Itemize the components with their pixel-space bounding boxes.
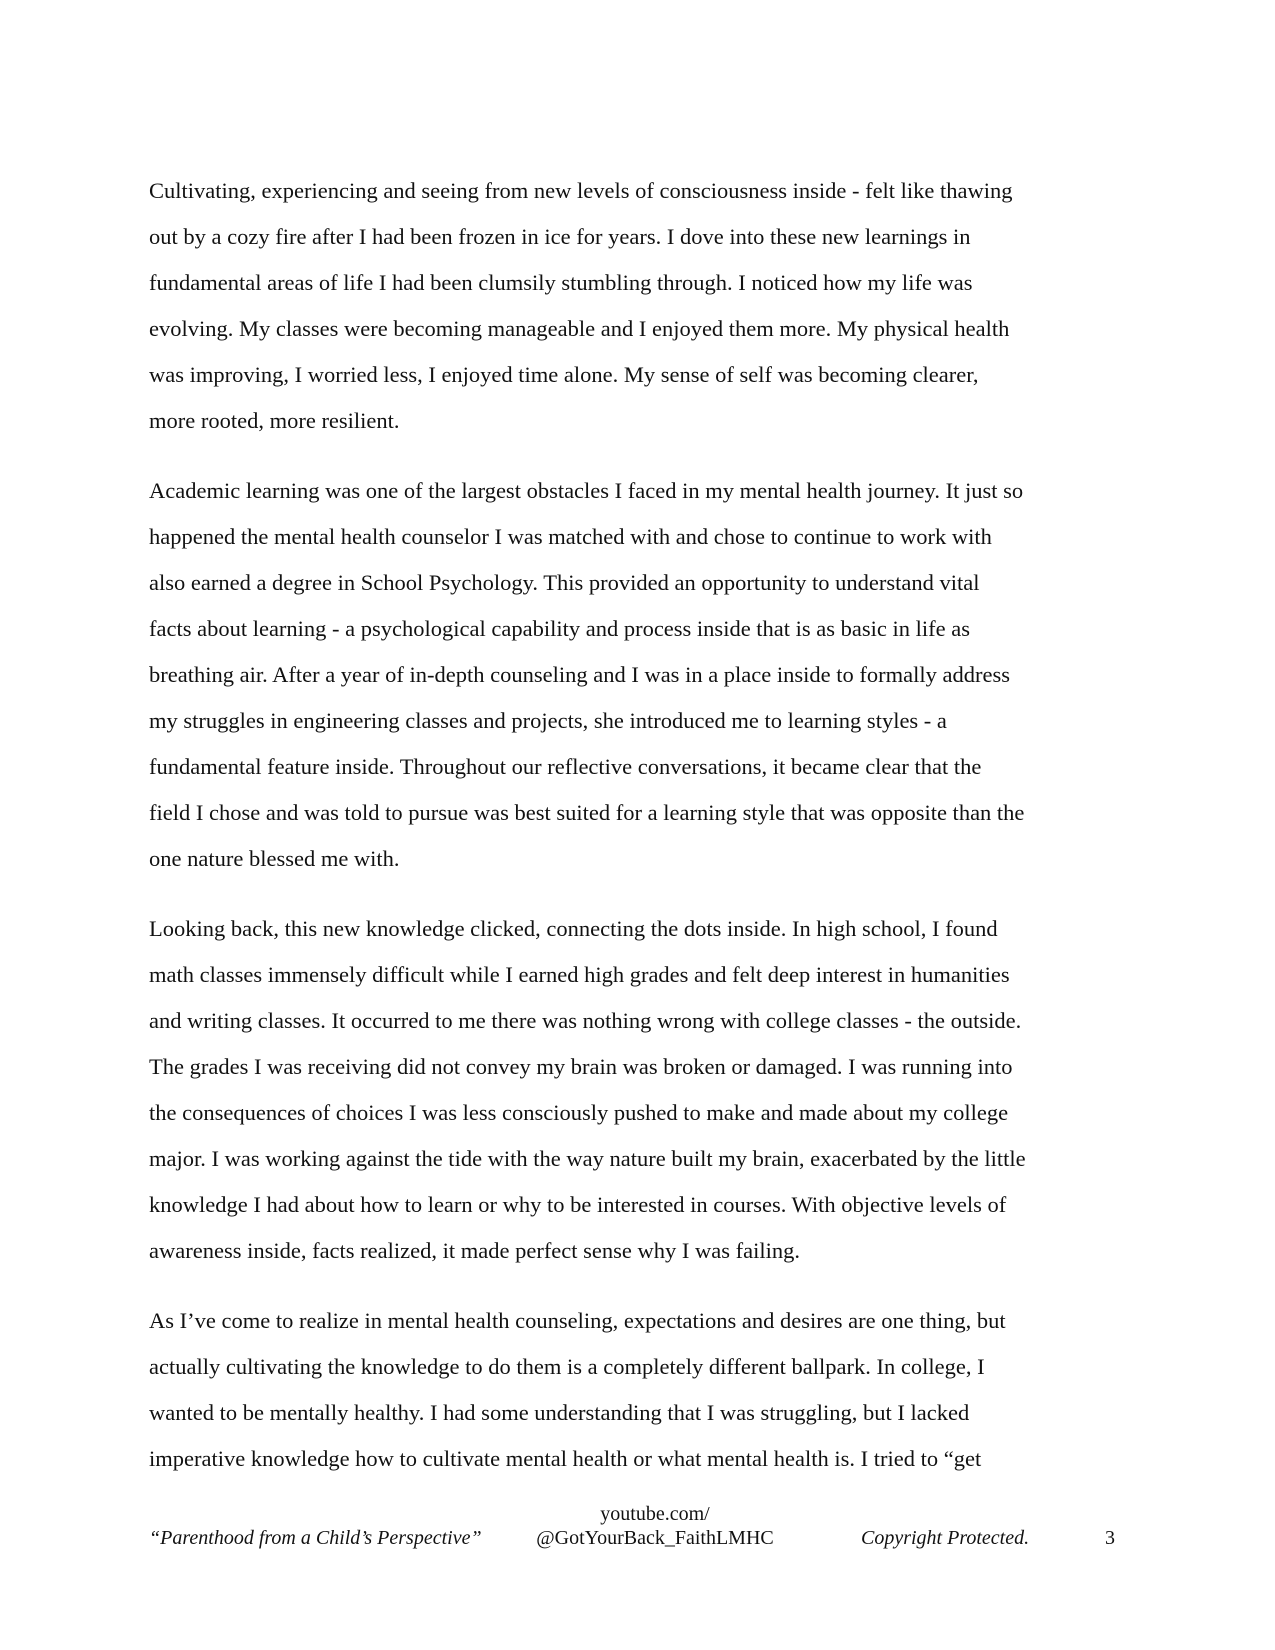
text-line: imperative knowledge how to cultivate mental health or what mental health is. I tried to “get [149, 1446, 982, 1471]
text-line: fundamental feature inside. Throughout our reflective conversations, it became clear that the [149, 754, 982, 779]
text-line: my struggles in engineering classes and projects, she introduced me to learning styles - a [149, 708, 947, 733]
text-line: As I’ve come to realize in mental health counseling, expectations and desires are one thing, but [149, 1308, 1006, 1333]
text-line: fundamental areas of life I had been clumsily stumbling through. I noticed how my life was [149, 270, 973, 295]
text-line: actually cultivating the knowledge to do them is a completely different ballpark. In college, I [149, 1354, 985, 1379]
text-line: also earned a degree in School Psychology. This provided an opportunity to understand vital [149, 570, 980, 595]
text-line: knowledge I had about how to learn or why to be interested in courses. With objective levels of [149, 1192, 1007, 1217]
page-number: 3 [1105, 1527, 1115, 1549]
text-line: more rooted, more resilient. [149, 408, 400, 433]
paragraph-1 [149, 168, 1139, 444]
text-line: evolving. My classes were becoming manageable and I enjoyed them more. My physical health [149, 316, 1010, 341]
text-line: facts about learning - a psychological capability and process inside that is as basic in life as [149, 616, 970, 641]
footer-channel-handle: @GotYourBack_FaithLMHC [536, 1527, 774, 1549]
paragraph-4 [149, 1298, 1139, 1482]
text-line: wanted to be mentally healthy. I had some understanding that I was struggling, but I lacked [149, 1400, 970, 1425]
text-line: one nature blessed me with. [149, 846, 400, 871]
paragraph-3 [149, 906, 1139, 1274]
text-line: was improving, I worried less, I enjoyed time alone. My sense of self was becoming clearer, [149, 362, 979, 387]
text-line: major. I was working against the tide with the way nature built my brain, exacerbated by the little [149, 1146, 1026, 1171]
text-line: the consequences of choices I was less consciously pushed to make and made about my college [149, 1100, 1009, 1125]
text-line: Cultivating, experiencing and seeing from new levels of consciousness inside - felt like thawing [149, 178, 1013, 203]
text-line: happened the mental health counselor I was matched with and chose to continue to work with [149, 524, 992, 549]
text-line: The grades I was receiving did not convey my brain was broken or damaged. I was running into [149, 1054, 1013, 1079]
text-line: field I chose and was told to pursue was best suited for a learning style that was opposite than the [149, 800, 1025, 825]
footer-channel-url: youtube.com/ [600, 1503, 710, 1525]
body-text [149, 168, 1139, 1506]
footer-youtube-channel [520, 1502, 790, 1550]
text-line: out by a cozy fire after I had been frozen in ice for years. I dove into these new learnings in [149, 224, 971, 249]
text-line: Academic learning was one of the largest obstacles I faced in my mental health journey. It just so [149, 478, 1024, 503]
text-line: math classes immensely difficult while I earned high grades and felt deep interest in humanities [149, 962, 1010, 987]
footer-copyright: Copyright Protected. [861, 1527, 1030, 1549]
page-footer [0, 1502, 1275, 1562]
footer-book-title: “Parenthood from a Child’s Perspective” [149, 1527, 482, 1549]
paragraph-2 [149, 468, 1139, 882]
text-line: breathing air. After a year of in-depth counseling and I was in a place inside to formally address [149, 662, 1010, 687]
text-line: awareness inside, facts realized, it made perfect sense why I was failing. [149, 1238, 800, 1263]
text-line: Looking back, this new knowledge clicked, connecting the dots inside. In high school, I found [149, 916, 998, 941]
text-line: and writing classes. It occurred to me there was nothing wrong with college classes - the outside. [149, 1008, 1022, 1033]
